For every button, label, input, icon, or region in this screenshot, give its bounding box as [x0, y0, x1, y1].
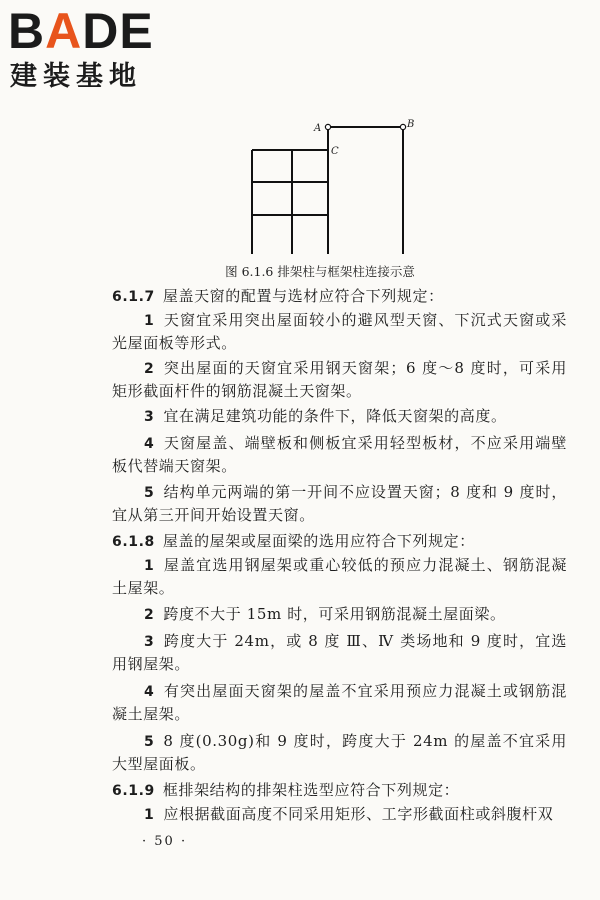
- label-c: C: [331, 146, 339, 157]
- list-item: 4 有突出屋面天窗架的屋盖不宜采用预应力混凝土或钢筋混凝土屋架。: [112, 682, 567, 723]
- label-b: B: [407, 119, 415, 130]
- list-item: 5 结构单元两端的第一开间不应设置天窗；8 度和 9 度时，宜从第三开间开始设置天窗。: [112, 483, 567, 524]
- frame-column-diagram: [230, 112, 430, 262]
- list-item: 4 天窗屋盖、端壁板和侧板宜采用轻型板材，不应采用端壁板代替端天窗架。: [112, 434, 567, 475]
- figure-caption: 图 6.1.6 排架柱与框架柱连接示意: [225, 264, 415, 279]
- list-item: 2 突出屋面的天窗宜采用钢天窗架；6 度～8 度时，可采用矩形截面杆件的钢筋混凝土天窗架。: [112, 359, 567, 400]
- label-a: A: [314, 123, 322, 134]
- logo-subtitle: 建装基地: [10, 61, 142, 92]
- joint-a: [325, 124, 330, 129]
- page-number: · 50 ·: [142, 834, 188, 849]
- section-heading: 6.1.9 框排架结构的排架柱选型应符合下列规定：: [112, 781, 460, 799]
- list-item: 1 应根据截面高度不同采用矩形、工字形截面柱或斜腹杆双: [144, 805, 554, 823]
- list-item: 3 跨度大于 24m，或 8 度 Ⅲ、Ⅳ 类场地和 9 度时，宜选用钢屋架。: [112, 632, 567, 673]
- list-item: 1 天窗宜采用突出屋面较小的避风型天窗、下沉式天窗或采光屋面板等形式。: [112, 311, 567, 352]
- joint-b: [400, 124, 405, 129]
- list-item: 3 宜在满足建筑功能的条件下，降低天窗架的高度。: [144, 407, 507, 425]
- list-item: 2 跨度不大于 15m 时，可采用钢筋混凝土屋面梁。: [144, 605, 506, 623]
- list-item: 5 8 度(0.30g)和 9 度时，跨度大于 24m 的屋盖不宜采用大型屋面板。: [112, 732, 567, 773]
- logo-wordmark: BADE: [8, 3, 154, 59]
- section-heading: 6.1.7 屋盖天窗的配置与选材应符合下列规定：: [112, 287, 444, 305]
- bade-logo: [8, 3, 178, 96]
- list-item: 1 屋盖宜选用钢屋架或重心较低的预应力混凝土、钢筋混凝土屋架。: [112, 556, 567, 597]
- section-heading: 6.1.8 屋盖的屋架或屋面梁的选用应符合下列规定：: [112, 532, 475, 550]
